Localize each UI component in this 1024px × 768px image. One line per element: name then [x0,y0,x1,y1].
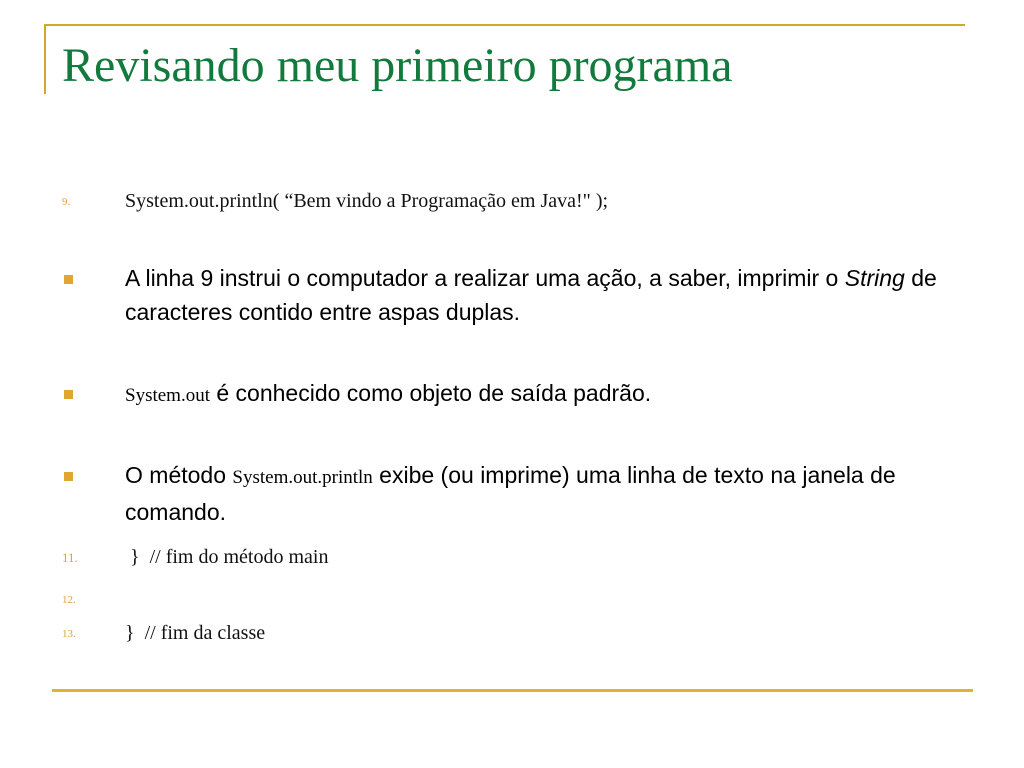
bullet-text [125,261,975,329]
slide-title: Revisando meu primeiro programa [62,39,733,92]
line-number: 11. [62,550,78,565]
line-number: 13. [62,628,76,640]
line-number: 12. [62,594,76,606]
inline-code: System.out.println [232,467,373,488]
bullet-square-icon [64,472,73,481]
bullet-text [125,458,975,529]
inline-code: System.out [125,385,210,406]
frame-left-line [44,24,46,94]
bullet-text-rest: é conhecido como objeto de saída padrão. [209,380,652,406]
bullet-square-icon [64,390,73,399]
frame-bottom-line [52,689,973,692]
line-number: 9. [62,196,71,208]
code-text: } // fim da classe [125,622,266,644]
code-text: } // fim do método main [125,546,329,568]
bullet-text-part2: de caracteres contido entre aspas duplas. [125,265,937,325]
bullet-text [125,376,975,413]
bullet-text-italic: String [844,265,905,291]
code-text: System.out.println( “Bem vindo a Programação em Java!" ); [125,190,609,212]
bullet-square-icon [64,275,73,284]
bullet-text-part1: A linha 9 instrui o computador a realizar uma ação, a saber, imprimir o [125,265,845,291]
frame-top-line [44,24,965,26]
bullet-text-before: O método [125,462,233,488]
bullet-text-after: exibe (ou imprime) uma linha de texto na janela de comando. [125,462,896,525]
